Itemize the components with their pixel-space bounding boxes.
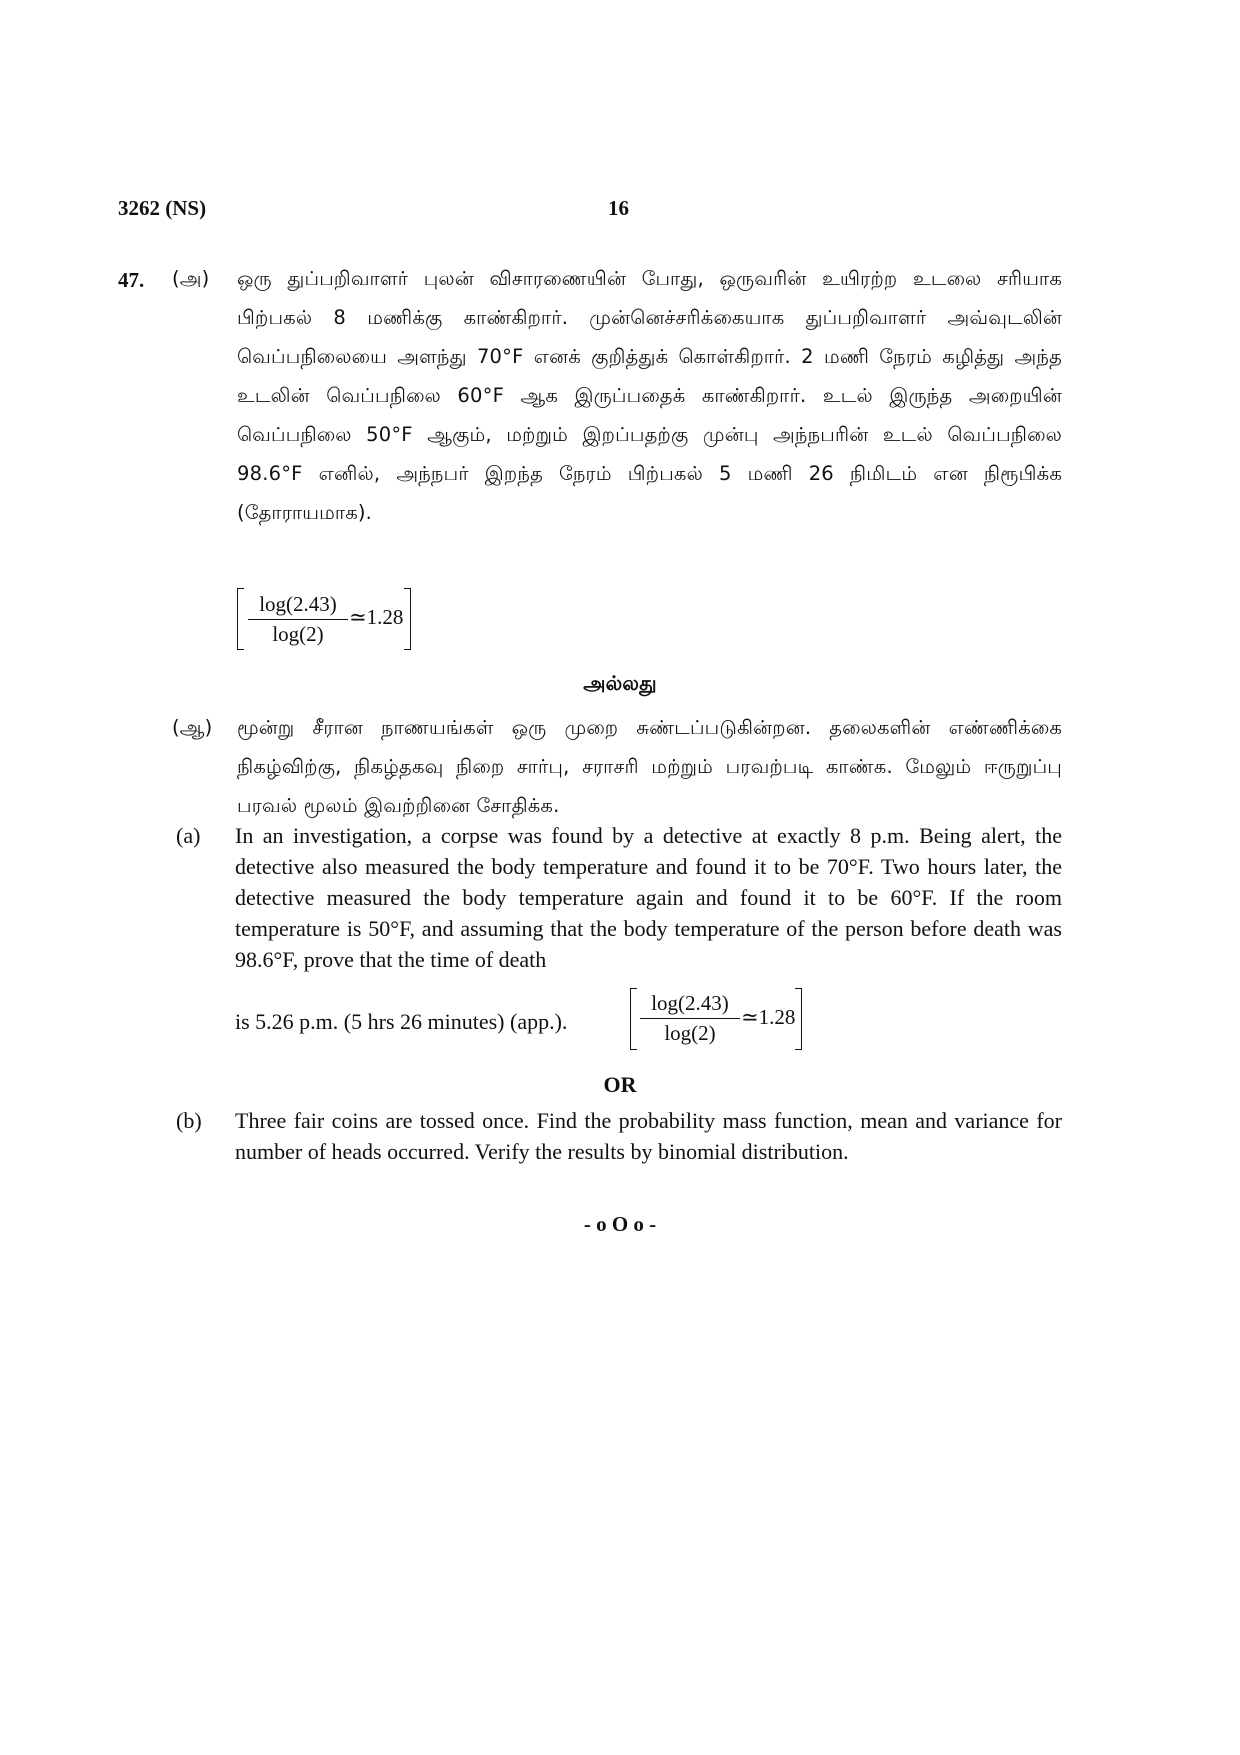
eng-a-label: (a) (176, 823, 201, 848)
eng-a-tail: is 5.26 p.m. (5 hrs 26 minutes) (app.). (235, 1009, 568, 1034)
tamil-a-label: (அ) (172, 267, 210, 290)
formula-denominator: log(2) (272, 622, 324, 646)
eng-a-text: In an investigation, a corpse was found by a detective at exactly 8 p.m. Being alert, the detective also measured the body temperature and found it to be 70°F. Two hours later, the detective measured the body temperature again and found it to be 60°F. If the room temperature is 50°F, and assuming that the body temperature of the person before death was 98.6°F, prove that the time of death (235, 823, 1062, 972)
formula-approx: ≃1.28 (349, 605, 404, 629)
page-code: 3262 (NS) (118, 196, 207, 220)
question-number: 47. (118, 268, 145, 292)
tamil-b-text: மூன்று சீரான நாணயங்கள் ஒரு முறை சுண்டப்படுகின்றன. தலைகளின் எண்ணிக்கை நிகழ்விற்கு, நிகழ்தகவு நிறை சார்பு, சராசரி மற்றும் பரவற்படி காண்க. மேலும் ஈருறுப்பு பரவல் மூலம் இவற்றினை சோதிக்க. (237, 716, 1062, 817)
page-number: 16 (608, 196, 629, 220)
english-or: OR (603, 1072, 637, 1097)
eng-b-text: Three fair coins are tossed once. Find the probability mass function, mean and variance for number of heads occurred. Verify the results by binomial distribution. (235, 1108, 1062, 1164)
tamil-or: அல்லது (583, 671, 657, 695)
tamil-b-label: (ஆ) (172, 716, 213, 739)
formula-numerator: log(2.43) (248, 592, 348, 620)
eng-b-label: (b) (176, 1108, 202, 1133)
end-marker: - o O o - (583, 1212, 657, 1236)
tamil-a-text: ஒரு துப்பறிவாளர் புலன் விசாரணையின் போது, ஒருவரின் உயிரற்ற உடலை சரியாக பிற்பகல் 8 மணிக்கு காண்கிறார். முன்னெச்சரிக்கையாக துப்பறிவாளர் அவ்வுடலின் வெப்பநிலையை அளந்து 70°F எனக் குறித்துக் கொள்கிறார். 2 மணி நேரம் கழித்து அந்த உடலின் வெப்பநிலை 60°F ஆக இருப்பதைக் காண்கிறார். உடல் இருந்த அறையின் வெப்பநிலை 50°F ஆகும், மற்றும் இறப்பதற்கு முன்பு அந்நபரின் உடல் வெப்பநிலை 98.6°F எனில், அந்நபர் இறந்த நேரம் பிற்பகல் 5 மணி 26 நிமிடம் என நிரூபிக்க (தோராயமாக). (237, 267, 1062, 524)
